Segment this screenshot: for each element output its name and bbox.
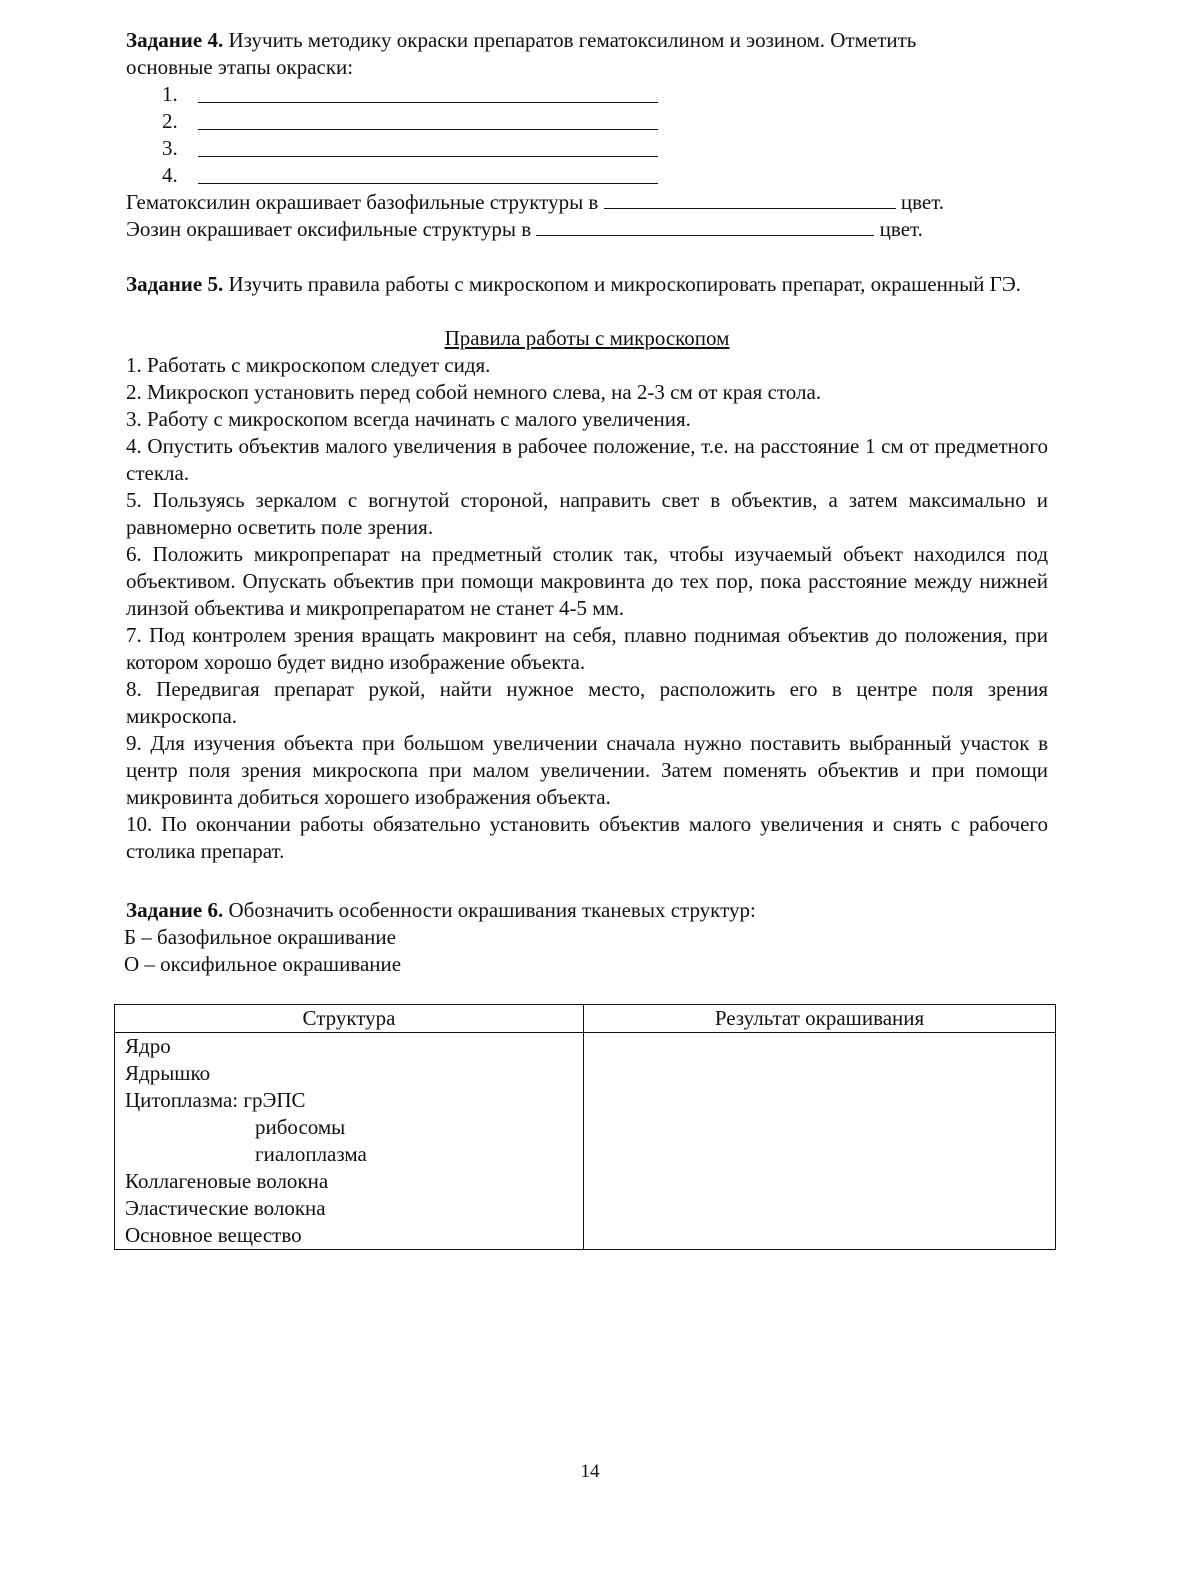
hematoxylin-line	[126, 189, 1048, 216]
task6-label: Задание 6.	[126, 898, 224, 922]
rule-item: 10. По окончании работы обязательно установить объектив малого увеличения и снять с рабочего столика препарат.	[126, 812, 1048, 863]
rules-heading	[126, 325, 1048, 352]
task4-text-line1: Изучить методику окраски препаратов гематоксилином и эозином. Отметить	[223, 28, 917, 52]
hematoxylin-suffix: цвет.	[895, 190, 945, 214]
blank-item-3[interactable]	[162, 135, 198, 162]
item-number: 3.	[162, 136, 178, 160]
structure-item: Ядрышко	[125, 1061, 211, 1085]
structure-item: Основное вещество	[125, 1223, 302, 1247]
task4-text-line2: основные этапы окраски:	[126, 55, 354, 79]
structure-item: Ядро	[125, 1034, 171, 1058]
col-result-header: Результат окрашивания	[584, 1005, 1056, 1033]
eosin-prefix: Эозин окрашивает оксифильные структуры в	[126, 217, 537, 241]
legend-basophilic: Б – базофильное окрашивание	[124, 925, 396, 949]
rule-item: 2. Микроскоп установить перед собой немного слева, на 2-3 см от края стола.	[126, 380, 822, 404]
rule-item: 9. Для изучения объекта при большом увеличении сначала нужно поставить выбранный участок в центр поля зрения микроскопа при малом увеличении. Затем поменять объектив и при помощи микровинта добиться хорошего изображения объекта.	[126, 731, 1048, 809]
task5-text: Изучить правила работы с микроскопом и микроскопировать препарат, окрашенный ГЭ.	[223, 272, 1021, 296]
legend-oxyphilic: О – оксифильное окрашивание	[124, 952, 402, 976]
col-structure-header: Структура	[115, 1005, 584, 1033]
hematoxylin-blank[interactable]	[604, 191, 896, 209]
eosin-blank[interactable]	[536, 218, 874, 236]
blank-line	[198, 183, 658, 184]
structure-item: Коллагеновые волокна	[125, 1169, 329, 1193]
structure-item: Цитоплазма: грЭПС	[125, 1088, 306, 1112]
blank-line	[198, 156, 658, 157]
rule-item: 7. Под контролем зрения вращать макровинт на себя, плавно поднимая объектив до положения, при котором хорошо будет видно изображение объекта.	[126, 623, 1048, 674]
eosin-suffix: цвет.	[874, 217, 923, 241]
task6-text: Обозначить особенности окрашивания тканевых структур:	[223, 898, 756, 922]
item-number: 4.	[162, 163, 178, 187]
rules-heading-text: Правила работы с микроскопом	[444, 326, 730, 350]
item-number: 2.	[162, 109, 178, 133]
task5-heading	[126, 271, 1048, 298]
result-cell[interactable]	[584, 1033, 1056, 1250]
task4-heading	[126, 27, 1048, 54]
blank-line	[198, 102, 658, 103]
blank-item-1[interactable]	[162, 81, 198, 108]
hematoxylin-prefix: Гематоксилин окрашивает базофильные структуры в	[126, 190, 604, 214]
structures-cell	[115, 1033, 584, 1250]
item-number: 1.	[162, 82, 178, 106]
task5-label: Задание 5.	[126, 272, 224, 296]
rule-item: 8. Передвигая препарат рукой, найти нужное место, расположить его в центре поля зрения микроскопа.	[126, 677, 1048, 728]
task6-heading	[126, 897, 1048, 924]
eosin-line	[126, 216, 1048, 243]
rule-item: 6. Положить микропрепарат на предметный столик так, чтобы изучаемый объект находился под объективом. Опускать объектив при помощи макровинта до тех пор, пока расстояние между нижней линзой объектива и микропрепаратом не станет 4-5 мм.	[126, 542, 1048, 620]
rule-item: 3. Работу с микроскопом всегда начинать с малого увеличения.	[126, 407, 691, 431]
blank-line	[198, 129, 658, 130]
staining-table	[114, 1004, 1056, 1250]
structure-item: Эластические волокна	[125, 1196, 326, 1220]
rule-item: 5. Пользуясь зеркалом с вогнутой стороной, направить свет в объектив, а затем максимально и равномерно осветить поле зрения.	[126, 488, 1048, 539]
blank-item-2[interactable]	[162, 108, 198, 135]
rule-item: 4. Опустить объектив малого увеличения в рабочее положение, т.е. на расстояние 1 см от предметного стекла.	[126, 434, 1048, 485]
structure-item: рибосомы	[255, 1115, 346, 1139]
task4-label: Задание 4.	[126, 28, 224, 52]
rules-list	[126, 352, 1048, 865]
page-number: 14	[580, 1461, 600, 1482]
rule-item: 1. Работать с микроскопом следует сидя.	[126, 353, 491, 377]
table-body-row	[115, 1033, 1056, 1250]
structure-item: гиалоплазма	[255, 1142, 367, 1166]
table-header-row	[115, 1005, 1056, 1033]
blank-item-4[interactable]	[162, 162, 198, 189]
